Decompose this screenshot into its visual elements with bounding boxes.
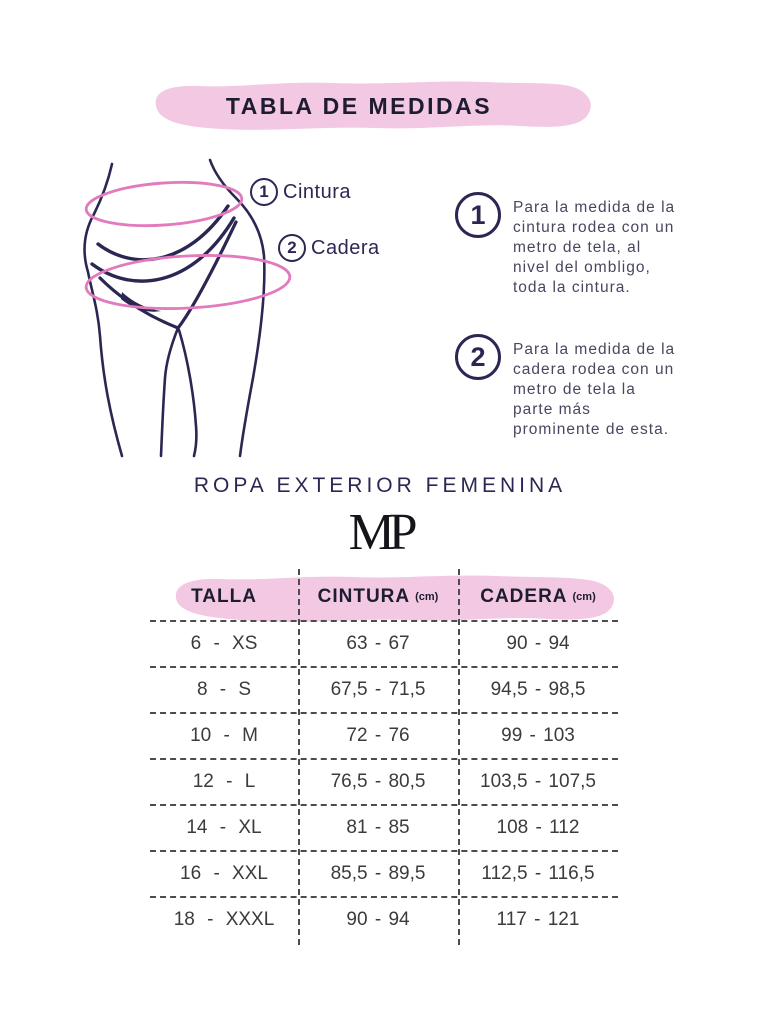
column-header-cadera: [458, 572, 618, 622]
table-header-row: [150, 572, 618, 622]
column-header-talla: [150, 572, 298, 622]
cell-cadera: 112,5 - 116,5: [481, 863, 595, 884]
instruction-text-hip: Para la medida de la cadera rodea con un metro de tela la parte más prominente de esta.: [513, 341, 676, 438]
instruction-waist: [455, 192, 715, 298]
callout-cadera: [278, 234, 380, 262]
callout-label-cintura: Cintura: [283, 180, 351, 203]
instruction-text-waist: Para la medida de la cintura rodea con un metro de tela, al nivel del ombligo, toda la cintura.: [513, 199, 676, 296]
cell-talla: 14 - XL: [186, 817, 262, 838]
instruction-hip: [455, 334, 715, 440]
hip-measure-ellipse: [85, 251, 291, 314]
table-row: [150, 850, 618, 896]
cell-cadera: 117 - 121: [496, 909, 580, 930]
callout-label-cadera: Cadera: [311, 236, 380, 259]
column-header-talla-label: TALLA: [191, 586, 257, 607]
column-header-cintura: [298, 572, 458, 622]
table-row: [150, 804, 618, 850]
page-title: TABLA DE MEDIDAS: [225, 92, 493, 119]
page-title-banner: [122, 78, 596, 134]
cell-cadera: 90 - 94: [506, 633, 570, 654]
cell-cadera: 108 - 112: [496, 817, 580, 838]
section-title: ROPA EXTERIOR FEMENINA: [193, 474, 567, 497]
instruction-number-1: 1: [455, 192, 501, 238]
column-header-cadera-label: CADERA: [480, 586, 568, 607]
cell-cintura: 90 - 94: [346, 909, 410, 930]
cell-cintura: 81 - 85: [346, 817, 410, 838]
cell-cintura: 67,5 - 71,5: [330, 679, 426, 700]
cell-talla: 6 - XS: [190, 633, 258, 654]
cell-cintura: 72 - 76: [346, 725, 410, 746]
callout-number-2: 2: [278, 234, 306, 262]
table-row: [150, 620, 618, 666]
cell-cintura: 76,5 - 80,5: [330, 771, 426, 792]
cell-cintura: 63 - 67: [346, 633, 410, 654]
waist-measure-ellipse: [85, 178, 244, 231]
callout-cintura: [250, 178, 351, 206]
cell-talla: 8 - S: [196, 679, 252, 700]
table-row: [150, 666, 618, 712]
cell-talla: 12 - L: [192, 771, 256, 792]
column-header-cadera-unit: (cm): [572, 591, 596, 603]
table-row: [150, 896, 618, 942]
cell-cadera: 94,5 - 98,5: [490, 679, 586, 700]
column-header-cintura-label: CINTURA: [317, 586, 411, 607]
cell-cintura: 85,5 - 89,5: [330, 863, 426, 884]
callout-number-1: 1: [250, 178, 278, 206]
brand-logo: MP: [348, 504, 412, 561]
cell-cadera: 99 - 103: [501, 725, 575, 746]
cell-cadera: 103,5 - 107,5: [480, 771, 596, 792]
table-row: [150, 712, 618, 758]
cell-talla: 18 - XXXL: [173, 909, 275, 930]
cell-talla: 10 - M: [190, 725, 258, 746]
table-row: [150, 758, 618, 804]
size-table: [150, 572, 618, 952]
column-header-cintura-unit: (cm): [415, 591, 439, 603]
cell-talla: 16 - XXL: [180, 863, 268, 884]
instruction-number-2: 2: [455, 334, 501, 380]
table-body: [150, 620, 618, 942]
